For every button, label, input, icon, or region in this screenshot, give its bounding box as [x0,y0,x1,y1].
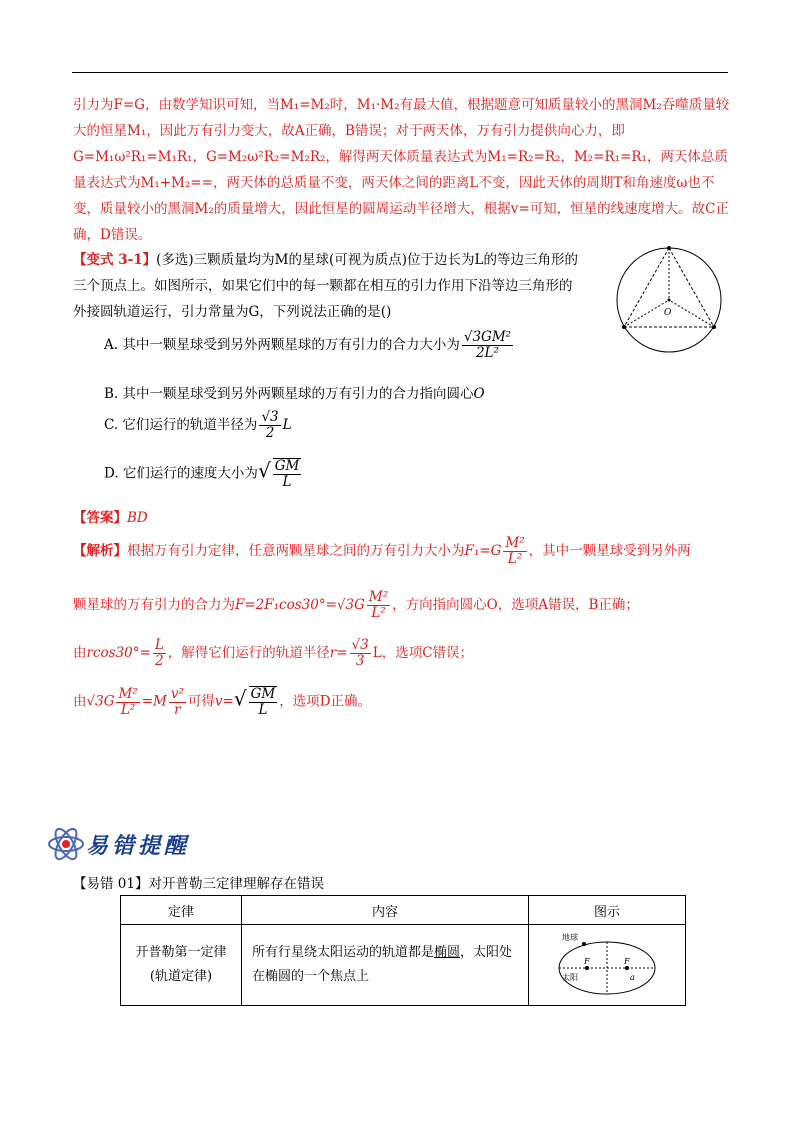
analysis-l4-formula: √3G [86,693,115,710]
content-a: 所有行星绕太阳运动的轨道都是 [252,945,435,960]
answer-label: 【答案】 [73,510,127,526]
earth-label: 地球 [562,933,578,942]
analysis-label: 【解析】 [73,543,127,559]
focus-label-1: F [584,957,590,966]
header-figure: 图示 [529,896,686,925]
law-line-1: 开普勒第一定律 [135,945,227,960]
analysis-l4-den3: L [258,702,268,718]
analysis-l3-den2: 3 [355,653,365,669]
content-b: ，太阳处在椭圆的一个焦点上 [252,945,513,984]
option-d-text: D. 它们运行的速度大小为 [104,465,258,482]
analysis-l4-den: L² [120,701,136,718]
content-underline: 椭圆 [434,945,461,960]
analysis-l4b: 可得 [187,693,215,710]
analysis-l4-num: M² [118,685,138,702]
option-c-tail: L [282,417,292,433]
question-line-1 [73,248,578,268]
analysis-l3-formula2: r= [329,645,348,661]
question-line-3: 外接圆轨道运行，引力常量为G，下列说法正确的是() [73,304,392,320]
focus-label-2: F [624,957,630,966]
analysis-line-2 [73,590,639,621]
analysis-l1-formula: F₁=G [464,543,502,559]
analysis-l2a: 颗星球的万有引力的合力为 [73,597,235,613]
option-d: D. 它们运行的速度大小为√ $\frac{GM}{L}$ [104,458,300,490]
banner-title: 易错提醒 [86,834,191,859]
option-c-num: √3 [261,409,279,425]
analysis-l3a: 由 [73,645,87,661]
mistake-text: 对开普勒三定律理解存在错误 [148,876,324,892]
kepler-table [120,895,686,1006]
option-d-den: L [282,474,292,490]
table-header-row [121,896,686,925]
atom-icon [46,824,86,864]
analysis-l2-den: L² [371,605,386,621]
table-row [121,925,686,1006]
analysis-l4-num3: GM [250,686,276,702]
analysis-l4-eq: =M [141,693,167,710]
option-c-den: 2 [265,425,275,441]
option-a [104,330,515,361]
ellipse-orbit-figure [542,930,672,1000]
cell-law [121,925,242,1006]
option-a-den: 2L² [475,345,499,361]
law-line-2: (轨道定律) [149,969,213,984]
option-b [104,382,485,402]
analysis-line-3 [73,638,473,669]
analysis-l2-num: M² [368,589,389,605]
analysis-l2-formula: F=2F₁cos30°=√3G [235,597,365,613]
analysis-l4-num2: v² [170,685,184,702]
cell-content [242,925,529,1006]
analysis-l4c: ，选项D正确。 [279,693,372,710]
header-law: 定律 [121,896,242,925]
analysis-l4-v: v= [214,693,234,710]
option-a-text: A. 其中一颗星球受到另外两颗星球的万有引力的合力大小为 [104,337,460,353]
option-d-num: GM [274,458,300,474]
option-b-sym: O [473,386,485,402]
analysis-l4a: 由 [73,693,87,710]
analysis-l3-formula: rcos30°= [86,645,151,661]
mistake-title [73,872,324,892]
header-content: 内容 [242,896,529,925]
option-c [104,410,292,441]
solution-paragraph: 引力为F=G，由数学知识可知，当M₁=M₂时，M₁·M₂有最大值，根据题意可知质量较小的黑洞M₂吞噬质量较大的恒星M₁，因此万有引力变大，故A正确，B错误；对于两天体，万有引力提供向心力，即G=M₁ω²R₁=M₁R₁，G=M₂ω²R₂=M₂R₂，解得两天体质量表达式为M₁=R₂=R₂，M₂=R₁=R₁，两天体总质量表达式为M₁+M₂==，两天体的总质量不变，两天体之间的距离L不变，因此天体的周期T和角速度ω也不变，质量较小的黑洞M₂的质量增大，因此恒星的圆周运动半径增大，根据v=可知，恒星的线速度增大。故C正确，D错误。 [73,97,730,243]
analysis-l3-num2: √3 [351,637,369,653]
analysis-line-1 [73,536,691,567]
triangle-circle-figure [614,245,724,355]
option-c-text: C. 它们运行的轨道半径为 [104,417,258,433]
analysis-l1a: 根据万有引力定律，任意两颗星球之间的万有引力大小为 [127,543,465,559]
question-tag: 【变式 3-1】 [73,252,157,268]
analysis-line-4: 由√3G $\frac{\text{M²}}{\text{L²}}$ =M $\frac{\text{v²}}{r}$ 可得v=√ $\frac{GM}{L}$ ，选项D正确。 [73,685,372,718]
analysis-l2b: ，方向指向圆心O，选项A错误，B正确； [392,597,639,613]
axis-label: a [630,973,635,982]
mistake-tag: 【易错 01】 [73,876,149,892]
question-line-2: 三个顶点上。如图所示，如果它们中的每一颗都在相互的引力作用下沿等边三角形的 [73,278,573,294]
sun-label: 太阳 [562,973,578,982]
answer-value: BD [127,510,148,526]
option-a-num: √3GM² [463,329,512,345]
analysis-l1-num: M² [505,535,525,551]
header-rule [72,72,728,73]
center-label: O [664,308,672,318]
option-b-text: B. 其中一颗星球受到另外两颗星球的万有引力的合力指向圆心 [104,386,474,402]
analysis-l1b: ，其中一颗星球受到另外两 [528,543,691,559]
analysis-l3-den: 2 [155,653,164,669]
analysis-l3b: ，解得它们运行的轨道半径 [167,645,330,661]
answer-line [73,506,148,526]
question-text-1: (多选)三颗质量均为M的星球(可视为质点)位于边长为L的等边三角形的 [156,252,578,268]
analysis-l1-den: L² [507,551,523,567]
cell-figure [529,925,686,1006]
analysis-l3c: L，选项C错误； [372,645,474,661]
analysis-l4-den2: r [174,701,181,718]
analysis-l3-num: L [154,637,164,653]
